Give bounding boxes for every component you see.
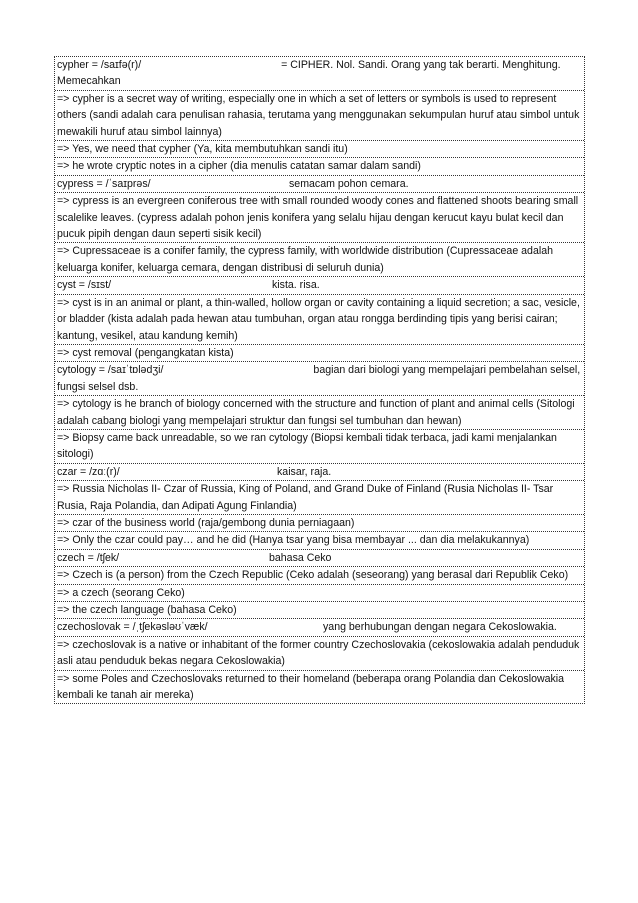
entry-example: => Yes, we need that cypher (Ya, kita membutuhkan sandi itu) <box>55 140 584 157</box>
entry-meaning: bahasa Ceko <box>269 551 332 564</box>
entry-example: => cyst removal (pengangkatan kista) <box>55 344 584 361</box>
entry-example: => some Poles and Czechoslovaks returned to their homeland (beberapa orang Polandia dan Cekoslowakia kembali ke tanah air mereka) <box>55 670 584 704</box>
entry-example: => a czech (seorang Ceko) <box>55 584 584 601</box>
entry-headline <box>55 57 584 90</box>
entry-meaning: kista. risa. <box>272 279 320 292</box>
entry-meaning: = CIPHER. Nol. Sandi. Orang yang tak berarti. Menghitung. Memecahkan <box>57 59 561 88</box>
dictionary-entry <box>55 57 584 176</box>
entry-meaning: yang berhubungan dengan negara Cekoslowakia. <box>323 621 557 634</box>
entry-headword: czech = /tʃek/ <box>57 551 120 564</box>
entry-headword: czechoslovak = /ˌtʃekəsləʊˈvæk/ <box>57 621 208 634</box>
entry-headline <box>55 550 584 566</box>
entry-example: => Biopsy came back unreadable, so we ran cytology (Biopsi kembali tidak terbaca, jadi kami menjalankan sitologi) <box>55 429 584 463</box>
entry-headline <box>55 277 584 293</box>
entry-headword: czar = /zɑː(r)/ <box>57 465 120 478</box>
entry-headword: cypher = /saɪfə(r)/ <box>57 59 142 71</box>
entry-headword: cypress = /ˈsaɪprəs/ <box>57 177 151 190</box>
dictionary-entry <box>55 464 584 550</box>
entry-headline <box>55 464 584 480</box>
entry-headword: cyst = /sɪst/ <box>57 279 112 292</box>
entry-headline <box>55 176 584 192</box>
entry-meaning: semacam pohon cemara. <box>289 177 409 190</box>
dictionary-entry <box>55 619 584 703</box>
entry-example: => Cupressaceae is a conifer family, the cypress family, with worldwide distribution (Cupressaceae adalah keluarga konifer, keluarga cemara, dengan distribusi di seluruh dunia) <box>55 242 584 276</box>
entry-headline <box>55 362 584 395</box>
entry-headword: cytology = /saɪˈtɒlədʒi/ <box>57 364 164 377</box>
entry-headline <box>55 619 584 635</box>
entry-example: => Czech is (a person) from the Czech Republic (Ceko adalah (seseorang) yang berasal dari Republik Ceko) <box>55 566 584 583</box>
entry-example: => he wrote cryptic notes in a cipher (dia menulis catatan samar dalam sandi) <box>55 157 584 174</box>
entry-example: => cytology is he branch of biology concerned with the structure and function of plant and animal cells (Sitologi adalah cabang biologi yang mempelajari struktur dan fungsi sel tumbuhan dan hewan) <box>55 395 584 429</box>
dictionary-page <box>54 56 585 704</box>
dictionary-entry <box>55 362 584 463</box>
entry-meaning: bagian dari biologi yang mempelajari pembelahan selsel, fungsi selsel dsb. <box>57 364 581 393</box>
entry-example: => the czech language (bahasa Ceko) <box>55 601 584 618</box>
entry-example: => czechoslovak is a native or inhabitant of the former country Czechoslovakia (cekoslowakia adalah penduduk asli atau penduduk bekas negara Cekoslowakia) <box>55 636 584 670</box>
entry-example: => Only the czar could pay… and he did (Hanya tsar yang bisa membayar ... dan dia melakukannya) <box>55 531 584 548</box>
entry-meaning: kaisar, raja. <box>277 465 332 478</box>
entry-example: => Russia Nicholas II- Czar of Russia, King of Poland, and Grand Duke of Finland (Rusia Nicholas II- Tsar Rusia, Raja Polandia, dan Adipati Agung Finlandia) <box>55 480 584 514</box>
dictionary-entry <box>55 176 584 277</box>
dictionary-entry <box>55 277 584 362</box>
entry-example: => czar of the business world (raja/gembong dunia perniagaan) <box>55 514 584 531</box>
entry-example: => cyst is in an animal or plant, a thin-walled, hollow organ or cavity containing a liquid secretion; a sac, vesicle, or bladder (kista adalah pada hewan atau tumbuhan, organ atau rongga berdinding tipis yang berisi cairan; kantung, vesikel, atau kandung kemih) <box>55 294 584 344</box>
entry-example: => cypress is an evergreen coniferous tree with small rounded woody cones and flattened shoots bearing small scalelike leaves. (cypress adalah pohon jenis konifera yang selalu hijau dengan kerucut kayu bulat kecil dan pucuk pipih dengan daun seperti sisik kecil) <box>55 192 584 242</box>
entry-example: => cypher is a secret way of writing, especially one in which a set of letters or symbols is used to represent others (sandi adalah cara penulisan rahasia, terutama yang menggunakan sekumpulan huruf atau simbol untuk mewakili huruf atau simbol lainnya) <box>55 90 584 140</box>
dictionary-entry <box>55 550 584 620</box>
